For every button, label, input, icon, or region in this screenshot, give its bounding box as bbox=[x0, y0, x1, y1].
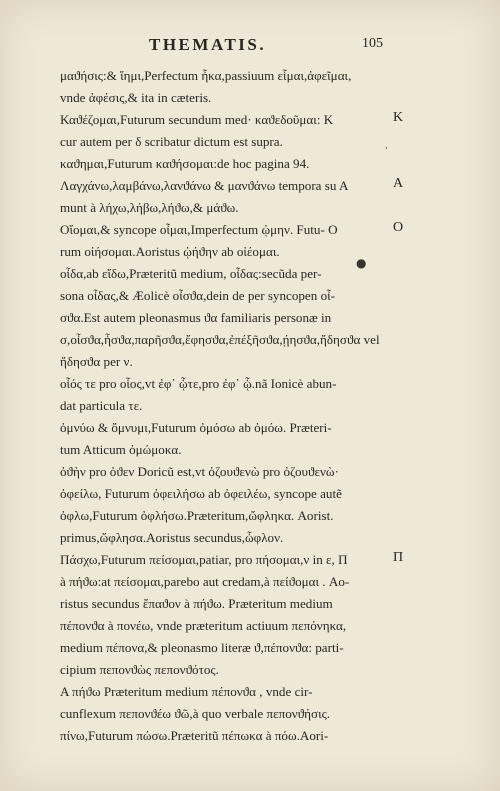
text-line: ὀμνύω & ὄμνυμι,Futurum ὀμόσω ab ὀμόω. Præteri- bbox=[60, 420, 332, 435]
text-line: καϑημαι,Futurum καϑήσομαι:de hoc pagina 94. bbox=[60, 156, 310, 171]
text-line: cur autem per δ scribatur dictum est supra. bbox=[60, 134, 283, 149]
text-line: οἷός τε pro οἷος,vt ἐφ᾽ ᾧτε,pro ἐφ᾽ ᾧ.nã Ionicè abun- bbox=[60, 376, 337, 391]
text-line: à πήϑω:at πείσομαι,parebo aut credam,à πείϑομαι . Ao- bbox=[60, 574, 350, 589]
text-line: πίνω,Futurum πώσω.Præteritũ πέπωκα à πόω.Aori- bbox=[60, 728, 329, 743]
text-line: sona οἶδας,& Æolicè οἶσϑα,dein de per syncopen οἶ- bbox=[60, 288, 335, 303]
text-line: σ,οἶσϑα,ἦσϑα,παρῆσϑα,ἔφησϑα,ἐπέξῆσϑα,ῄησϑα,ἤδησϑα vel bbox=[60, 332, 380, 347]
text-line: Καϑέζομαι,Futurum secundum med· καϑεδοῦμαι: K bbox=[60, 112, 334, 127]
text-line: dat particula τε. bbox=[60, 398, 143, 413]
text-line: ὀφείλω, Futurum ὀφειλήσω ab ὀφειλέω, syncope autẽ bbox=[60, 486, 342, 501]
ink-dot-mark: ● bbox=[356, 256, 367, 270]
text-line: rum οἰήσομαι.Aoristus ᾠήϑην ab οἰέομαι. bbox=[60, 244, 280, 259]
text-line: οἶδα,ab εἴδω,Præteritũ medium, οἶδας:secũda per- bbox=[60, 266, 322, 281]
text-line: Οἴομαι,& syncope οἶμαι,Imperfectum ᾠμην. Futu- O bbox=[60, 222, 338, 237]
page-number: 105 bbox=[362, 36, 383, 51]
text-line: cipium πεπονϑὼς πεπονϑότος. bbox=[60, 662, 219, 677]
text-line: ristus secundus ἔπαϑον à πήϑω. Præteritum medium bbox=[60, 596, 333, 611]
text-line: Λαγχάνω,λαμβάνω,λανϑάνω & μανϑάνω tempora su A bbox=[60, 178, 349, 193]
text-line: ὀϑὴν pro ὀϑεν Doricũ est,vt ὀζουϑενὼ pro ὀζουϑενὼ· bbox=[60, 464, 339, 479]
text-line: σϑα.Est autem pleonasmus ϑα familiaris personæ in bbox=[60, 310, 332, 325]
text-line: Πάσχω,Futurum πείσομαι,patiar, pro πήσομαι,ν in ε, Π bbox=[60, 552, 348, 567]
text-line: ἤδησϑα per ν. bbox=[60, 354, 133, 369]
text-line: tum Atticum ὀμώμοκα. bbox=[60, 442, 182, 457]
text-line: μαϑήσις:& ἵημι,Perfectum ἦκα,passiuum εἷμαι,ἀφεῖμαι, bbox=[60, 68, 352, 83]
text-line: vnde ἀφέσις,& ita in cæteris. bbox=[60, 90, 212, 105]
text-line: munt à λήχω,λήβω,λήϑω,& μάϑω. bbox=[60, 200, 239, 215]
margin-letter-k: K bbox=[393, 110, 404, 125]
running-title: THEMATIS. bbox=[149, 35, 267, 54]
margin-letter-pi: Π bbox=[393, 550, 404, 565]
text-line: primus,ὤφλησα.Aoristus secundus,ὦφλον. bbox=[60, 530, 284, 545]
ink-tick-mark: ˈ bbox=[385, 147, 388, 157]
margin-letter-a: A bbox=[393, 176, 404, 191]
text-line: cunflexum πεπονϑέω ϑῶ,à quo verbale πεπονϑήσις. bbox=[60, 706, 331, 721]
text-line: πέπονϑα à πονέω, vnde præteritum actiuum πεπόνηκα, bbox=[60, 618, 347, 633]
text-line: ὀφλω,Futurum ὀφλήσω.Præteritum,ὤφληκα. Aorist. bbox=[60, 508, 334, 523]
page-header bbox=[0, 35, 500, 57]
text-line: medium πέπονα,& pleonasmo literæ ϑ,πέπονϑα: parti- bbox=[60, 640, 344, 655]
text-line: A πήϑω Præteritum medium πέπονϑα , vnde cir- bbox=[60, 684, 313, 699]
margin-letter-o: O bbox=[393, 220, 404, 235]
